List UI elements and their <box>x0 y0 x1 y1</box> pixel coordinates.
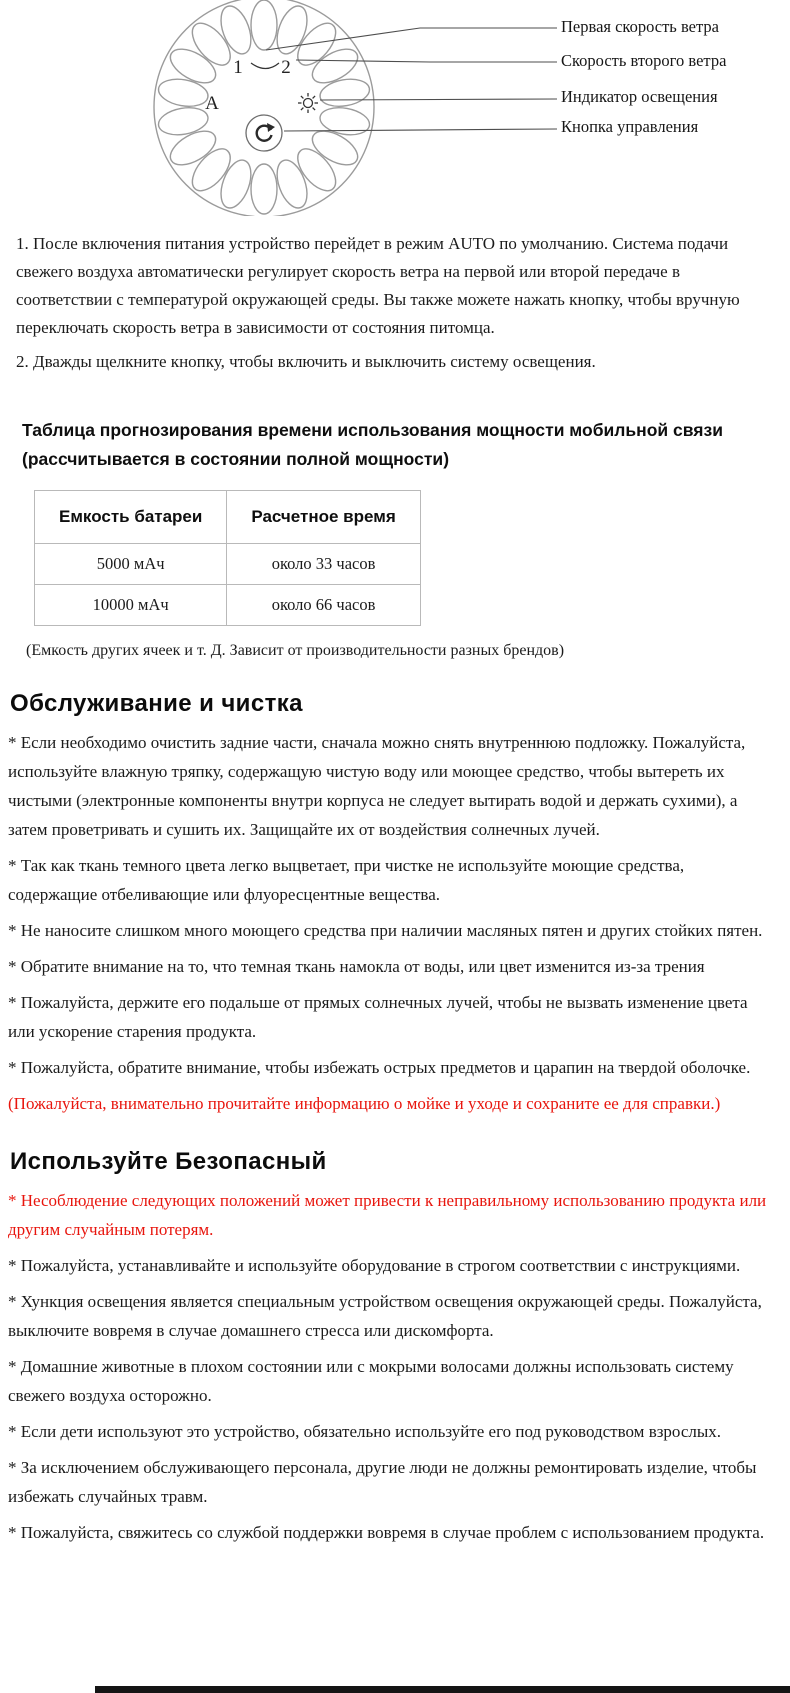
battery-capacity-table <box>34 490 421 626</box>
table-header-row <box>35 491 421 544</box>
callout-label-second-speed: Скорость второго ветра <box>561 51 727 70</box>
battery-title-line-1: Таблица прогнозирования времени использования мощности мобильной связи <box>22 420 723 440</box>
safety-item: * Пожалуйста, свяжитесь со службой поддержки вовремя в случае проблем с использованием продукта. <box>8 1523 765 1542</box>
maintenance-section <box>0 728 790 1118</box>
battery-time-section <box>0 416 790 660</box>
cell-time-33h: около 33 часов <box>227 544 420 585</box>
control-button <box>246 115 282 151</box>
maintenance-warning: (Пожалуйста, внимательно прочитайте информацию о мойке и уходе и сохраните ее для справки.) <box>8 1094 721 1113</box>
safety-item: * За исключением обслуживающего персонала, другие люди не должны ремонтировать изделие, чтобы избежать случайных травм. <box>8 1458 757 1506</box>
header-estimated-time: Расчетное время <box>227 491 420 544</box>
speed-2-marker: 2 <box>281 57 291 78</box>
callout-label-first-speed: Первая скорость ветра <box>561 17 719 36</box>
maintenance-heading: Обслуживание и чистка <box>10 690 303 717</box>
battery-title-line-2: (рассчитывается в состоянии полной мощности) <box>22 449 450 469</box>
auto-mode-marker: A <box>205 93 219 114</box>
speed-1-marker: 1 <box>233 57 243 78</box>
maintenance-item: * Обратите внимание на то, что темная ткань намокла от воды, или цвет изменится из-за трения <box>8 957 705 976</box>
safety-item: * Если дети используют это устройство, обязательно используйте его под руководством взрослых. <box>8 1422 722 1441</box>
table-row <box>35 544 421 585</box>
safety-item: * Пожалуйста, устанавливайте и используйте оборудование в строгом соответствии с инструкциями. <box>8 1256 741 1275</box>
maintenance-item: * Пожалуйста, обратите внимание, чтобы избежать острых предметов и царапин на твердой оболочке. <box>8 1058 751 1077</box>
page-bottom-divider <box>95 1686 790 1693</box>
battery-note: (Емкость других ячеек и т. Д. Зависит от производительности разных брендов) <box>26 642 565 659</box>
control-button-outline <box>246 115 282 151</box>
safety-section <box>0 1186 790 1547</box>
instruction-2: 2. Дважды щелкните кнопку, чтобы включить и выключить систему освещения. <box>16 352 596 371</box>
header-battery-capacity: Емкость батареи <box>35 491 227 544</box>
callout-label-light-indicator: Индикатор освещения <box>561 87 718 106</box>
safety-item: * Домашние животные в плохом состоянии или с мокрыми волосами должны использовать систему свежего воздуха осторожно. <box>8 1357 734 1405</box>
maintenance-item: * Пожалуйста, держите его подальше от прямых солнечных лучей, чтобы не вызвать изменение цвета или ускорение старения продукта. <box>8 993 748 1041</box>
cell-capacity-5000: 5000 мАч <box>35 544 227 585</box>
safety-warning: * Несоблюдение следующих положений может привести к неправильному использованию продукта или другим случайным потерям. <box>8 1191 767 1239</box>
cell-capacity-10000: 10000 мАч <box>35 585 227 626</box>
maintenance-item: * Если необходимо очистить задние части, сначала можно снять внутреннюю подложку. Пожалуйста, используйте влажную тряпку, содержащую чистую воду или моющее средство, чтобы вытереть их чистыми (электронные компоненты внутри корпуса не следует вытирать водой и держать сухими), а затем проветривать и сушить их. Защищайте их от воздействия солнечных лучей. <box>8 733 746 839</box>
table-row <box>35 585 421 626</box>
battery-table-title <box>22 416 772 474</box>
usage-instructions <box>0 216 790 376</box>
safety-heading: Используйте Безопасный <box>10 1148 327 1175</box>
instruction-1: 1. После включения питания устройство перейдет в режим AUTO по умолчанию. Система подачи свежего воздуха автоматически регулирует скорость ветра на первой или второй передаче в соответствии с температурой окружающей среды. Вы также можете нажать кнопку, чтобы вручную переключать скорость ветра в зависимости от состояния питомца. <box>16 234 740 337</box>
safety-item: * Хункция освещения является специальным устройством освещения окружающей среды. Пожалуйста, выключите вовремя в случае домашнего стресса или дискомфорта. <box>8 1292 762 1340</box>
maintenance-item: * Так как ткань темного цвета легко выцветает, при чистке не используйте моющие средства, содержащие отбеливающие или флуоресцентные вещества. <box>8 856 685 904</box>
callout-label-control-button: Кнопка управления <box>561 117 699 136</box>
fan-wheel <box>154 0 374 216</box>
control-panel-diagram <box>0 0 790 216</box>
maintenance-item: * Не наносите слишком много моющего средства при наличии масляных пятен и других стойких пятен. <box>8 921 763 940</box>
cell-time-66h: около 66 часов <box>227 585 420 626</box>
